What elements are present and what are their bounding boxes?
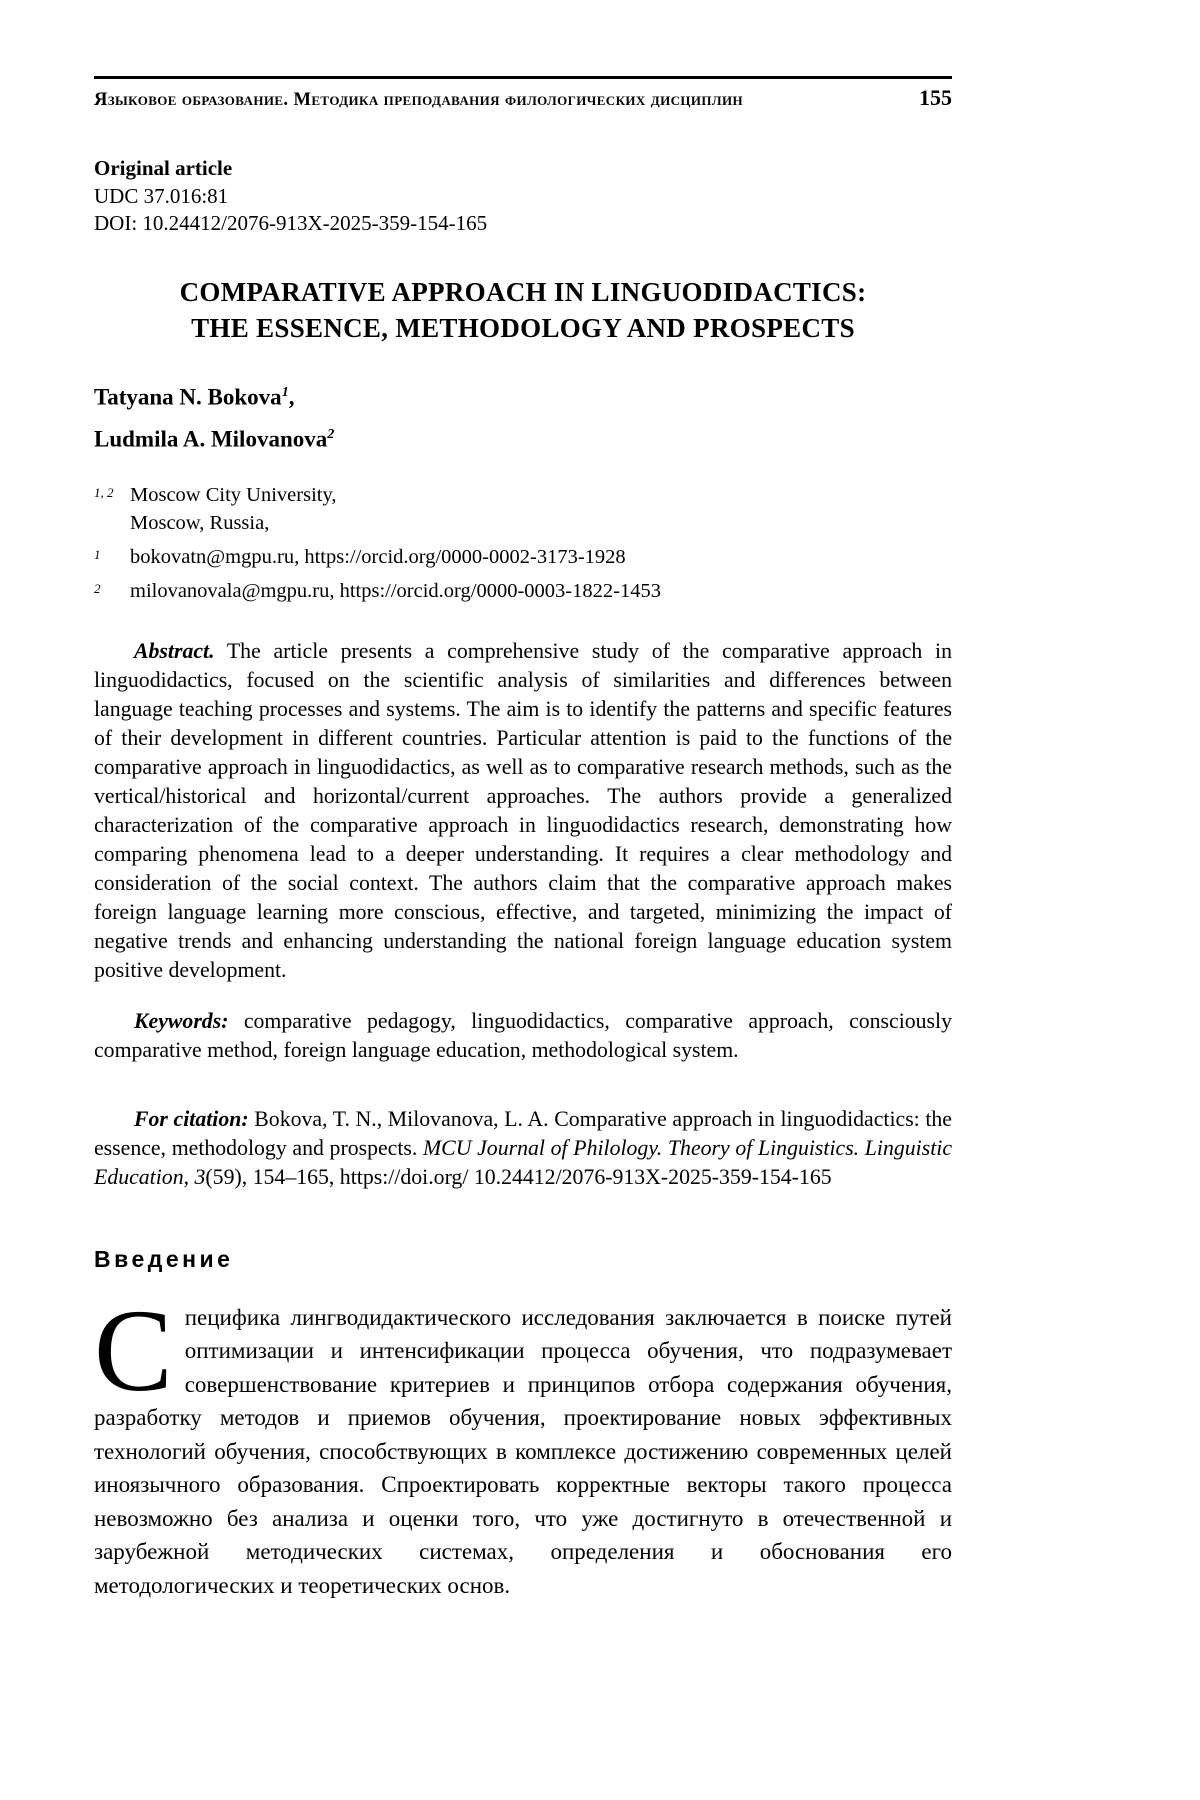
doi-line: DOI: 10.24412/2076-913X-2025-359-154-165 [94,211,488,235]
affiliation-line: Moscow, Russia, [130,511,270,534]
author-sup: 1 [281,384,289,400]
running-head-row [94,85,952,111]
header-rule [94,76,952,79]
article-title-line2: THE ESSENCE, METHODOLOGY AND PROSPECTS [191,312,855,343]
drop-cap: С [94,1284,173,1416]
article-title-line1: COMPARATIVE APPROACH IN LINGUODIDACTICS: [179,276,867,307]
abstract-text: The article presents a comprehensive study of the comparative approach in linguodidactics, focused on the scientific analysis of similarities and differences between language teaching processes and systems. The aim is to identify the patterns and specific features of their development in different countries. Particular attention is paid to the functions of the comparative approach in linguodidactics, as well as to comparative research methods, such as the vertical/historical and horizontal/current approaches. The authors provide a generalized characterization of the comparative approach in linguodidactics research, demonstrating how comparing phenomena lead to a deeper understanding. It requires a clear methodology and consideration of the social context. The authors claim that the comparative approach makes foreign language learning more conscious, effective, and targeted, minimizing the impact of negative trends and enhancing understanding the national foreign language education system positive development. [94,638,952,982]
udc-line: UDC 37.016:81 [94,183,229,208]
keywords-label: Keywords: [134,1008,229,1033]
affiliation-text [130,481,952,537]
section-heading-introduction: Введение [94,1245,234,1272]
affiliation-row [94,481,952,537]
abstract-paragraph [94,637,952,985]
article-title [94,274,952,346]
abstract-label: Abstract. [134,638,215,663]
affiliation-marker: 1 [94,546,101,562]
journal-page [94,0,952,1625]
citation-text-before: Bokova, T. N., Milovanova, L. A. Comparative approach in linguodidactics: the essence, methodology and prospects. [94,1106,952,1160]
citation-label: For citation: [134,1106,249,1131]
citation-paragraph [94,1105,952,1192]
author-tail: , [288,384,295,410]
citation-text-after: (59), 154–165, https://doi.org/ 10.24412/2076-913X-2025-359-154-165 [205,1164,832,1189]
intro-paragraph [94,1284,952,1603]
intro-text: пецифика лингводидактического исследования заключается в поиске путей оптимизации и интенсификации процесса обучения, что подразумевает совершенствование критериев и принципов отбора содержания обучения, разработку методов и приемов обучения, проектирование новых эффективных технологий обучения, способствующих в комплексе достижению современных целей иноязычного образования. Спроектировать корректные векторы такого процесса невозможно без анализа и оценки того, что уже достигнуто в отечественной и зарубежной методических системах, определения и обоснования его методологических и теоретических основ. [94,1304,952,1598]
author-line [94,416,952,459]
author-line [94,374,952,417]
author-name: Tatyana N. Bokova [94,384,282,410]
affiliation-row [94,543,952,571]
author-sup: 2 [327,427,335,443]
citation-journal-italic: MCU Journal of Philology. Theory of Linguistics. Linguistic Education [94,1135,952,1189]
authors-block [94,374,952,459]
affiliation-row [94,577,952,605]
affiliation-text: bokovatn@mgpu.ru, https://orcid.org/0000-0002-3173-1928 [130,545,626,568]
keywords-text: comparative pedagogy, linguodidactics, comparative approach, consciously comparative method, foreign language education, methodological system. [94,1008,952,1062]
citation-mid: , [183,1164,195,1189]
affiliation-marker: 1, 2 [94,484,114,500]
affiliations-block [94,481,952,605]
affiliation-text: milovanovala@mgpu.ru, https://orcid.org/0000-0003-1822-1453 [130,579,661,602]
keywords-paragraph [94,1007,952,1065]
affiliation-marker: 2 [94,580,101,596]
affiliation-line: Moscow City University, [130,483,337,506]
citation-volume-italic: 3 [194,1164,206,1189]
article-type: Original article [94,156,233,180]
page-number: 155 [919,85,952,110]
running-head: Языковое образование. Методика преподавания филологических дисциплин [94,90,744,110]
author-name: Ludmila A. Milovanova [94,426,328,452]
article-meta [94,155,952,238]
